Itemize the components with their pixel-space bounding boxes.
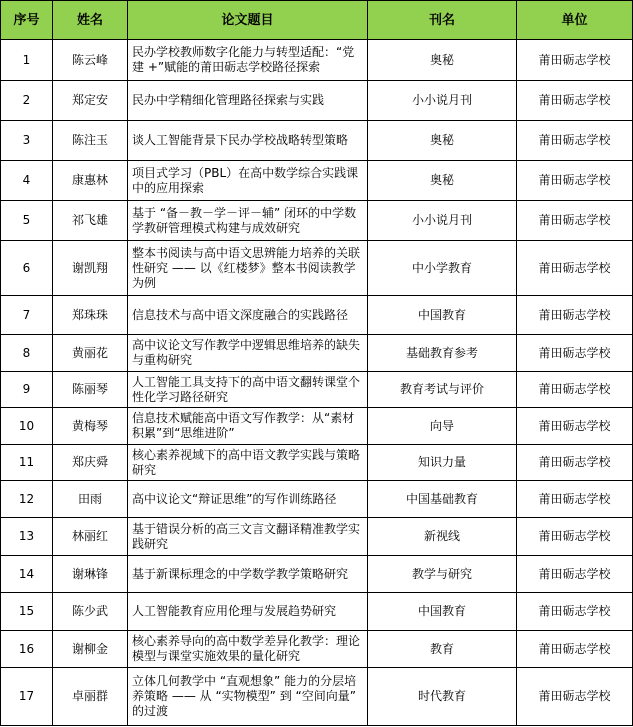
cell-unit: 莆田砺志学校 [517, 593, 633, 631]
cell-journal: 教育 [368, 631, 517, 668]
cell-name: 陈少武 [53, 593, 128, 631]
cell-name: 郑珠珠 [53, 296, 128, 335]
cell-journal: 教育考试与评价 [368, 372, 517, 408]
table-body [1, 40, 633, 726]
cell-no: 13 [1, 518, 53, 556]
cell-title: 民办中学精细化管理路径探索与实践 [128, 81, 368, 121]
cell-name: 田雨 [53, 481, 128, 518]
cell-journal: 中国基础教育 [368, 481, 517, 518]
cell-name: 谢柳金 [53, 631, 128, 668]
cell-no: 16 [1, 631, 53, 668]
table-row [1, 481, 633, 518]
cell-title: 谈人工智能背景下民办学校战略转型策略 [128, 121, 368, 161]
cell-title: 基于错误分析的高三文言文翻译精准教学实践研究 [128, 518, 368, 556]
table-row [1, 372, 633, 408]
cell-title: 立体几何教学中 “直观想象” 能力的分层培养策略 —— 从 “实物模型” 到 “空间向量” 的过渡 [128, 668, 368, 726]
cell-unit: 莆田砺志学校 [517, 408, 633, 445]
cell-name: 祁飞雄 [53, 201, 128, 241]
cell-no: 14 [1, 556, 53, 593]
table-row [1, 631, 633, 668]
cell-no: 8 [1, 335, 53, 372]
cell-journal: 小小说月刊 [368, 201, 517, 241]
cell-title: 高中议论文写作教学中逻辑思维培养的缺失与重构研究 [128, 335, 368, 372]
cell-no: 2 [1, 81, 53, 121]
table-row [1, 241, 633, 296]
cell-unit: 莆田砺志学校 [517, 40, 633, 81]
cell-unit: 莆田砺志学校 [517, 296, 633, 335]
table-row [1, 518, 633, 556]
table-row [1, 296, 633, 335]
table-row [1, 408, 633, 445]
header-row [1, 1, 633, 40]
cell-journal: 教学与研究 [368, 556, 517, 593]
cell-journal: 知识力量 [368, 445, 517, 481]
cell-journal: 中国教育 [368, 296, 517, 335]
cell-unit: 莆田砺志学校 [517, 121, 633, 161]
table-row [1, 445, 633, 481]
cell-no: 7 [1, 296, 53, 335]
cell-no: 15 [1, 593, 53, 631]
cell-name: 陈云峰 [53, 40, 128, 81]
header-title: 论文题目 [128, 1, 368, 40]
cell-name: 陈丽琴 [53, 372, 128, 408]
cell-no: 6 [1, 241, 53, 296]
cell-journal: 小小说月刊 [368, 81, 517, 121]
cell-name: 林丽红 [53, 518, 128, 556]
cell-name: 黄梅琴 [53, 408, 128, 445]
table-row [1, 81, 633, 121]
cell-no: 12 [1, 481, 53, 518]
cell-unit: 莆田砺志学校 [517, 556, 633, 593]
cell-journal: 中小学教育 [368, 241, 517, 296]
cell-journal: 奥秘 [368, 161, 517, 201]
cell-no: 1 [1, 40, 53, 81]
cell-unit: 莆田砺志学校 [517, 631, 633, 668]
cell-journal: 奥秘 [368, 40, 517, 81]
table-row [1, 121, 633, 161]
cell-title: 基于新课标理念的中学数学教学策略研究 [128, 556, 368, 593]
table-row [1, 161, 633, 201]
cell-unit: 莆田砺志学校 [517, 241, 633, 296]
cell-name: 黄丽花 [53, 335, 128, 372]
cell-name: 郑庆舜 [53, 445, 128, 481]
cell-title: 核心素养导向的高中数学差异化教学：理论模型与课堂实施效果的量化研究 [128, 631, 368, 668]
cell-unit: 莆田砺志学校 [517, 201, 633, 241]
table-row [1, 556, 633, 593]
cell-title: 项目式学习（PBL）在高中数学综合实践课中的应用探索 [128, 161, 368, 201]
cell-unit: 莆田砺志学校 [517, 335, 633, 372]
cell-title: 信息技术赋能高中语文写作教学：从“素材积累”到“思维进阶” [128, 408, 368, 445]
header-journal: 刊名 [368, 1, 517, 40]
cell-title: 信息技术与高中语文深度融合的实践路径 [128, 296, 368, 335]
header-no: 序号 [1, 1, 53, 40]
cell-journal: 时代教育 [368, 668, 517, 726]
table-row [1, 593, 633, 631]
cell-name: 卓丽群 [53, 668, 128, 726]
cell-title: 人工智能教育应用伦理与发展趋势研究 [128, 593, 368, 631]
cell-no: 4 [1, 161, 53, 201]
cell-journal: 向导 [368, 408, 517, 445]
cell-no: 10 [1, 408, 53, 445]
cell-no: 9 [1, 372, 53, 408]
cell-unit: 莆田砺志学校 [517, 81, 633, 121]
table-row [1, 40, 633, 81]
cell-unit: 莆田砺志学校 [517, 481, 633, 518]
cell-no: 17 [1, 668, 53, 726]
cell-name: 郑定安 [53, 81, 128, 121]
table-row [1, 335, 633, 372]
header-name: 姓名 [53, 1, 128, 40]
cell-name: 谢琳锋 [53, 556, 128, 593]
cell-title: 核心素养视域下的高中语文教学实践与策略研究 [128, 445, 368, 481]
cell-unit: 莆田砺志学校 [517, 372, 633, 408]
cell-unit: 莆田砺志学校 [517, 161, 633, 201]
cell-journal: 奥秘 [368, 121, 517, 161]
cell-unit: 莆田砺志学校 [517, 518, 633, 556]
cell-title: 民办学校教师数字化能力与转型适配：“党建 +”赋能的莆田砺志学校路径探索 [128, 40, 368, 81]
cell-no: 3 [1, 121, 53, 161]
cell-title: 整本书阅读与高中语文思辨能力培养的关联性研究 —— 以《红楼梦》整本书阅读教学为例 [128, 241, 368, 296]
cell-journal: 新视线 [368, 518, 517, 556]
cell-unit: 莆田砺志学校 [517, 445, 633, 481]
header-unit: 单位 [517, 1, 633, 40]
cell-name: 谢凯翔 [53, 241, 128, 296]
cell-title: 基于 “备－教－学－评－辅” 闭环的中学数学教研管理模式构建与成效研究 [128, 201, 368, 241]
cell-no: 11 [1, 445, 53, 481]
table-row [1, 668, 633, 726]
cell-unit: 莆田砺志学校 [517, 668, 633, 726]
cell-title: 人工智能工具支持下的高中语文翻转课堂个性化学习路径研究 [128, 372, 368, 408]
cell-journal: 中国教育 [368, 593, 517, 631]
cell-journal: 基础教育参考 [368, 335, 517, 372]
cell-name: 陈注玉 [53, 121, 128, 161]
cell-name: 康惠林 [53, 161, 128, 201]
cell-title: 高中议论文“辩证思维”的写作训练路径 [128, 481, 368, 518]
table-row [1, 201, 633, 241]
cell-no: 5 [1, 201, 53, 241]
